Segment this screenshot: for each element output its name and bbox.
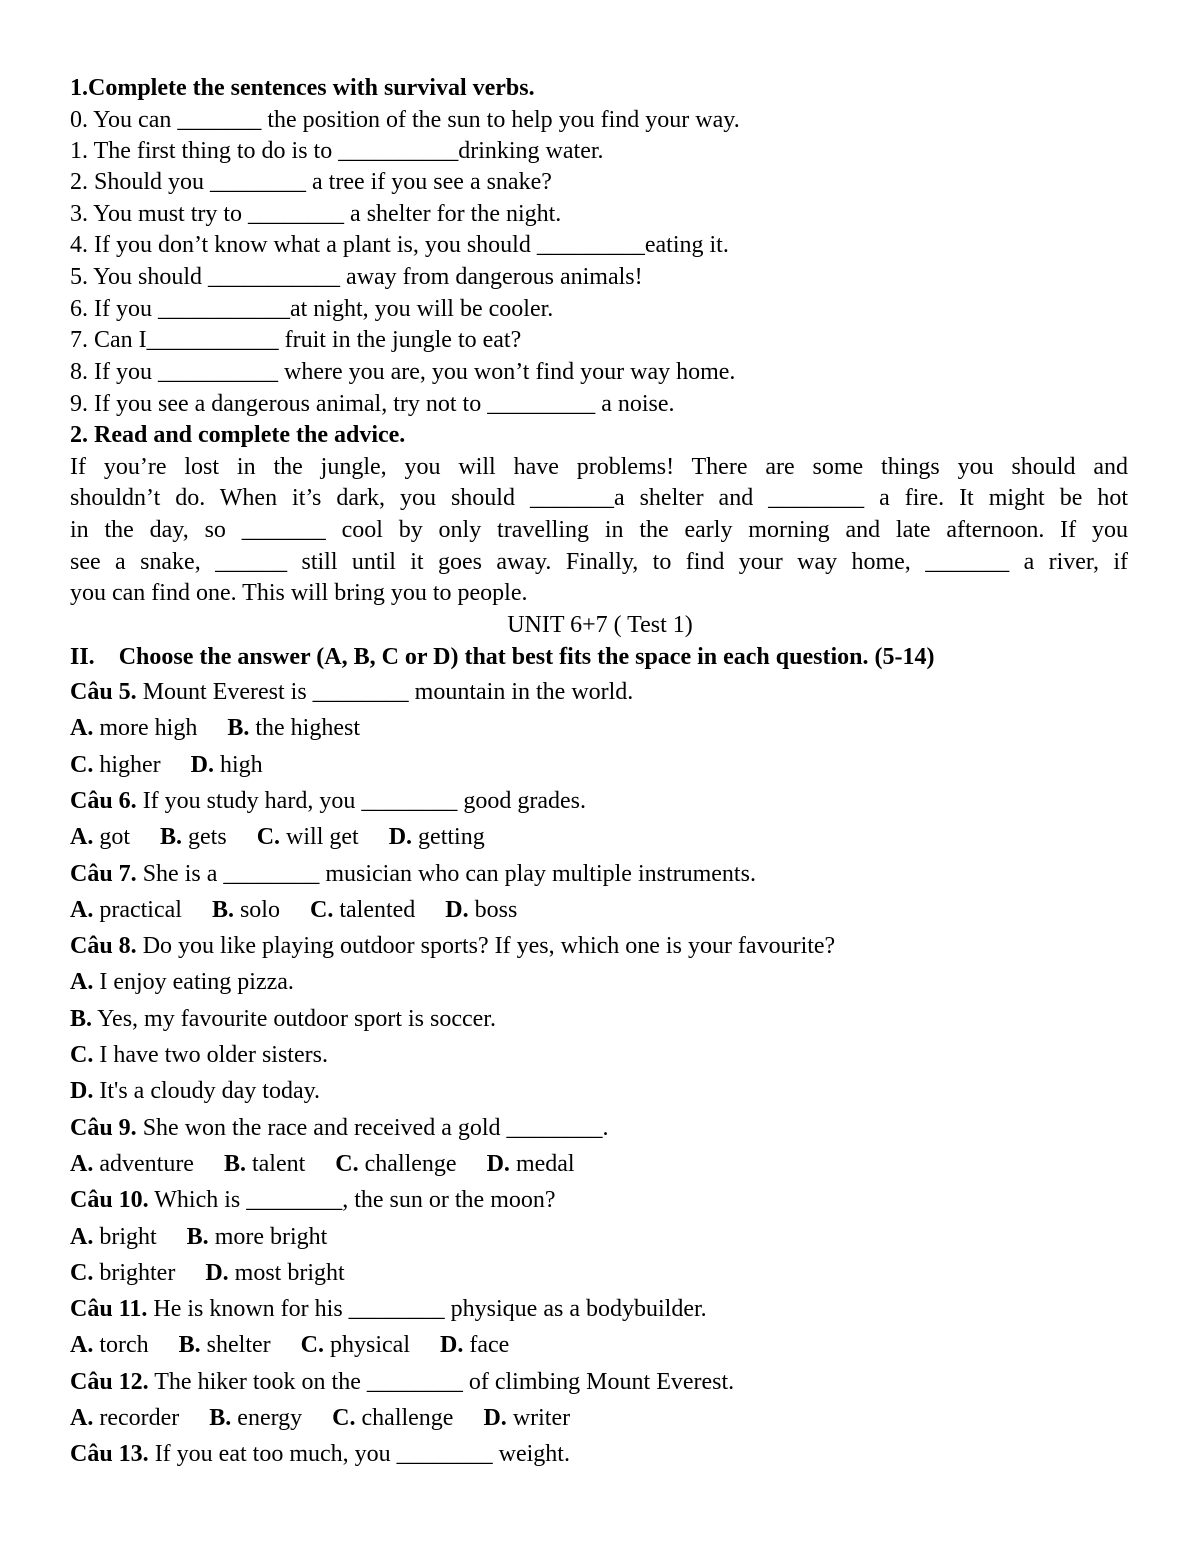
answer-option[interactable]: [70, 1260, 175, 1286]
option-text: more bright: [208, 1224, 328, 1250]
option-letter: B.: [70, 1006, 93, 1032]
question-stem: [70, 858, 756, 890]
option-letter: B.: [223, 1151, 246, 1177]
section1-title: 1.Complete the sentences with survival verbs.: [70, 75, 535, 101]
answer-option[interactable]: [212, 897, 280, 923]
question-stem: [70, 930, 835, 962]
question-number: Câu 6.: [70, 788, 137, 814]
option-text: will get: [280, 824, 359, 850]
option-letter: D.: [445, 897, 469, 923]
question-number: Câu 11.: [70, 1296, 148, 1322]
answer-option[interactable]: [70, 1405, 179, 1431]
option-text: It's a cloudy day today.: [93, 1078, 321, 1104]
option-letter: A.: [70, 1224, 94, 1250]
option-letter: A.: [70, 897, 94, 923]
option-text: higher: [93, 752, 161, 778]
answer-option[interactable]: [70, 1332, 149, 1358]
answer-option[interactable]: [70, 1224, 157, 1250]
option-text: shelter: [200, 1332, 271, 1358]
answer-option[interactable]: [70, 715, 197, 741]
answer-options-row: [70, 1329, 539, 1361]
option-text: talent: [245, 1151, 306, 1177]
section1-item: 3. You must try to ________ a shelter for the night.: [70, 201, 562, 227]
option-letter: A.: [70, 824, 94, 850]
answer-options-row: [70, 821, 515, 853]
option-letter: B.: [227, 715, 250, 741]
answer-options-row: [70, 1257, 375, 1289]
option-text: challenge: [358, 1151, 457, 1177]
option-text: gets: [182, 824, 227, 850]
advice-paragraph-line: If you’re lost in the jungle, you will have problems! There are some things you should and: [70, 454, 1128, 480]
option-text: Yes, my favourite outdoor sport is soccer.: [92, 1006, 496, 1032]
option-text: physical: [324, 1332, 410, 1358]
answer-options-row: [70, 1039, 358, 1071]
section1-item: 5. You should ___________ away from dangerous animals!: [70, 264, 643, 290]
option-text: got: [93, 824, 131, 850]
unit-heading: UNIT 6+7 ( Test 1): [507, 612, 693, 638]
option-letter: D.: [70, 1078, 94, 1104]
section1-item: 7. Can I___________ fruit in the jungle to eat?: [70, 327, 522, 353]
option-text: medal: [509, 1151, 575, 1177]
answer-option[interactable]: [445, 897, 517, 923]
question-number: Câu 9.: [70, 1115, 137, 1141]
answer-option[interactable]: [70, 897, 182, 923]
answer-option[interactable]: [487, 1151, 575, 1177]
answer-option[interactable]: [224, 1151, 305, 1177]
question-number: Câu 5.: [70, 679, 137, 705]
option-letter: C.: [335, 1151, 359, 1177]
answer-option[interactable]: [389, 824, 485, 850]
option-letter: D.: [439, 1332, 464, 1358]
answer-options-row: [70, 1402, 600, 1434]
option-letter: C.: [70, 1042, 94, 1068]
option-text: more high: [93, 715, 198, 741]
answer-option[interactable]: [187, 1224, 328, 1250]
answer-options-row: [70, 1075, 350, 1107]
question-text: Mount Everest is ________ mountain in the world.: [136, 679, 634, 705]
option-letter: D.: [486, 1151, 510, 1177]
section1-item: 8. If you __________ where you are, you won’t find your way home.: [70, 359, 736, 385]
advice-paragraph-line: in the day, so _______ cool by only travelling in the early morning and late afternoon. If you: [70, 517, 1128, 543]
question-text: The hiker took on the ________ of climbing Mount Everest.: [148, 1369, 735, 1395]
option-letter: D.: [190, 752, 214, 778]
option-letter: C.: [332, 1405, 356, 1431]
answer-option[interactable]: [301, 1332, 410, 1358]
answer-option[interactable]: [310, 897, 415, 923]
option-text: I have two older sisters.: [93, 1042, 328, 1068]
question-stem: [70, 1293, 707, 1325]
option-text: bright: [93, 1224, 157, 1250]
question-text: If you eat too much, you ________ weight.: [148, 1441, 570, 1467]
answer-options-row: [70, 749, 293, 781]
option-letter: B.: [186, 1224, 209, 1250]
option-text: boss: [468, 897, 518, 923]
question-number: Câu 12.: [70, 1369, 149, 1395]
question-stem: [70, 1438, 570, 1470]
answer-option[interactable]: [209, 1405, 302, 1431]
section2-title: 2. Read and complete the advice.: [70, 422, 406, 448]
advice-paragraph-line: shouldn’t do. When it’s dark, you should _______a shelter and ________ a fire. It might be hot: [70, 485, 1128, 511]
question-stem: [70, 1366, 734, 1398]
option-text: recorder: [93, 1405, 180, 1431]
part2-instruction: Choose the answer (A, B, C or D) that best fits the space in each question. (5-14): [118, 644, 935, 670]
answer-option[interactable]: [70, 824, 130, 850]
answer-option[interactable]: [440, 1332, 509, 1358]
option-text: I enjoy eating pizza.: [93, 969, 294, 995]
question-text: Do you like playing outdoor sports? If yes, which one is your favourite?: [136, 933, 836, 959]
part2-number: II.: [70, 644, 95, 670]
section1-item: 1. The first thing to do is to __________drinking water.: [70, 138, 604, 164]
answer-option[interactable]: [70, 1151, 194, 1177]
option-letter: A.: [70, 1151, 94, 1177]
answer-option[interactable]: [160, 824, 227, 850]
question-number: Câu 8.: [70, 933, 137, 959]
answer-option[interactable]: [205, 1260, 344, 1286]
question-text: She won the race and received a gold ________.: [136, 1115, 609, 1141]
option-letter: C.: [70, 752, 94, 778]
option-letter: C.: [70, 1260, 94, 1286]
advice-paragraph-line: see a snake, ______ still until it goes away. Finally, to find your way home, _______ a river, if: [70, 549, 1128, 575]
answer-options-row: [70, 1148, 605, 1180]
answer-options-row: [70, 1221, 357, 1253]
option-text: face: [463, 1332, 510, 1358]
question-number: Câu 10.: [70, 1187, 149, 1213]
option-text: talented: [333, 897, 416, 923]
option-text: torch: [93, 1332, 149, 1358]
option-letter: A.: [70, 715, 94, 741]
answer-options-row: [70, 894, 547, 926]
part2-heading: [70, 641, 934, 673]
option-text: energy: [231, 1405, 303, 1431]
answer-option[interactable]: [483, 1405, 570, 1431]
answer-option[interactable]: [70, 1006, 496, 1032]
option-letter: C.: [309, 897, 334, 923]
question-text: He is known for his ________ physique as a bodybuilder.: [147, 1296, 707, 1322]
answer-option[interactable]: [335, 1151, 456, 1177]
option-letter: A.: [70, 969, 94, 995]
section1-item: 9. If you see a dangerous animal, try not to _________ a noise.: [70, 391, 675, 417]
section1-item: 4. If you don’t know what a plant is, you should _________eating it.: [70, 232, 729, 258]
question-number: Câu 13.: [70, 1441, 149, 1467]
question-stem: [70, 1184, 556, 1216]
section1-item: 0. You can _______ the position of the sun to help you find your way.: [70, 107, 740, 133]
answer-option[interactable]: [70, 1042, 328, 1068]
option-text: writer: [506, 1405, 571, 1431]
question-text: If you study hard, you ________ good grades.: [136, 788, 586, 814]
option-letter: D.: [388, 824, 413, 850]
option-letter: D.: [205, 1260, 229, 1286]
question-stem: [70, 1112, 609, 1144]
option-letter: B.: [209, 1405, 232, 1431]
option-text: most bright: [228, 1260, 345, 1286]
question-stem: [70, 785, 586, 817]
answer-option[interactable]: [70, 1078, 320, 1104]
answer-options-row: [70, 966, 324, 998]
question-text: She is a ________ musician who can play multiple instruments.: [136, 861, 756, 887]
answer-options-row: [70, 1003, 526, 1035]
option-letter: B.: [160, 824, 183, 850]
answer-option[interactable]: [191, 752, 263, 778]
option-letter: B.: [178, 1332, 201, 1358]
option-text: practical: [93, 897, 182, 923]
question-number: Câu 7.: [70, 861, 137, 887]
answer-option[interactable]: [332, 1405, 453, 1431]
option-text: the highest: [249, 715, 360, 741]
answer-option[interactable]: [70, 752, 161, 778]
answer-options-row: [70, 712, 390, 744]
option-letter: C.: [300, 1332, 324, 1358]
option-letter: B.: [211, 897, 234, 923]
option-text: challenge: [355, 1405, 454, 1431]
option-text: brighter: [93, 1260, 176, 1286]
question-stem: [70, 676, 633, 708]
answer-option[interactable]: [257, 824, 359, 850]
answer-option[interactable]: [227, 715, 360, 741]
option-letter: A.: [70, 1332, 94, 1358]
option-text: getting: [412, 824, 485, 850]
option-letter: D.: [483, 1405, 507, 1431]
advice-paragraph-line: you can find one. This will bring you to people.: [70, 580, 528, 606]
option-text: high: [214, 752, 263, 778]
option-letter: A.: [70, 1405, 94, 1431]
option-text: solo: [233, 897, 280, 923]
answer-option[interactable]: [179, 1332, 271, 1358]
option-letter: C.: [256, 824, 281, 850]
question-text: Which is ________, the sun or the moon?: [148, 1187, 556, 1213]
answer-option[interactable]: [70, 969, 294, 995]
section1-item: 6. If you ___________at night, you will be cooler.: [70, 296, 554, 322]
section1-item: 2. Should you ________ a tree if you see a snake?: [70, 169, 552, 195]
option-text: adventure: [93, 1151, 194, 1177]
